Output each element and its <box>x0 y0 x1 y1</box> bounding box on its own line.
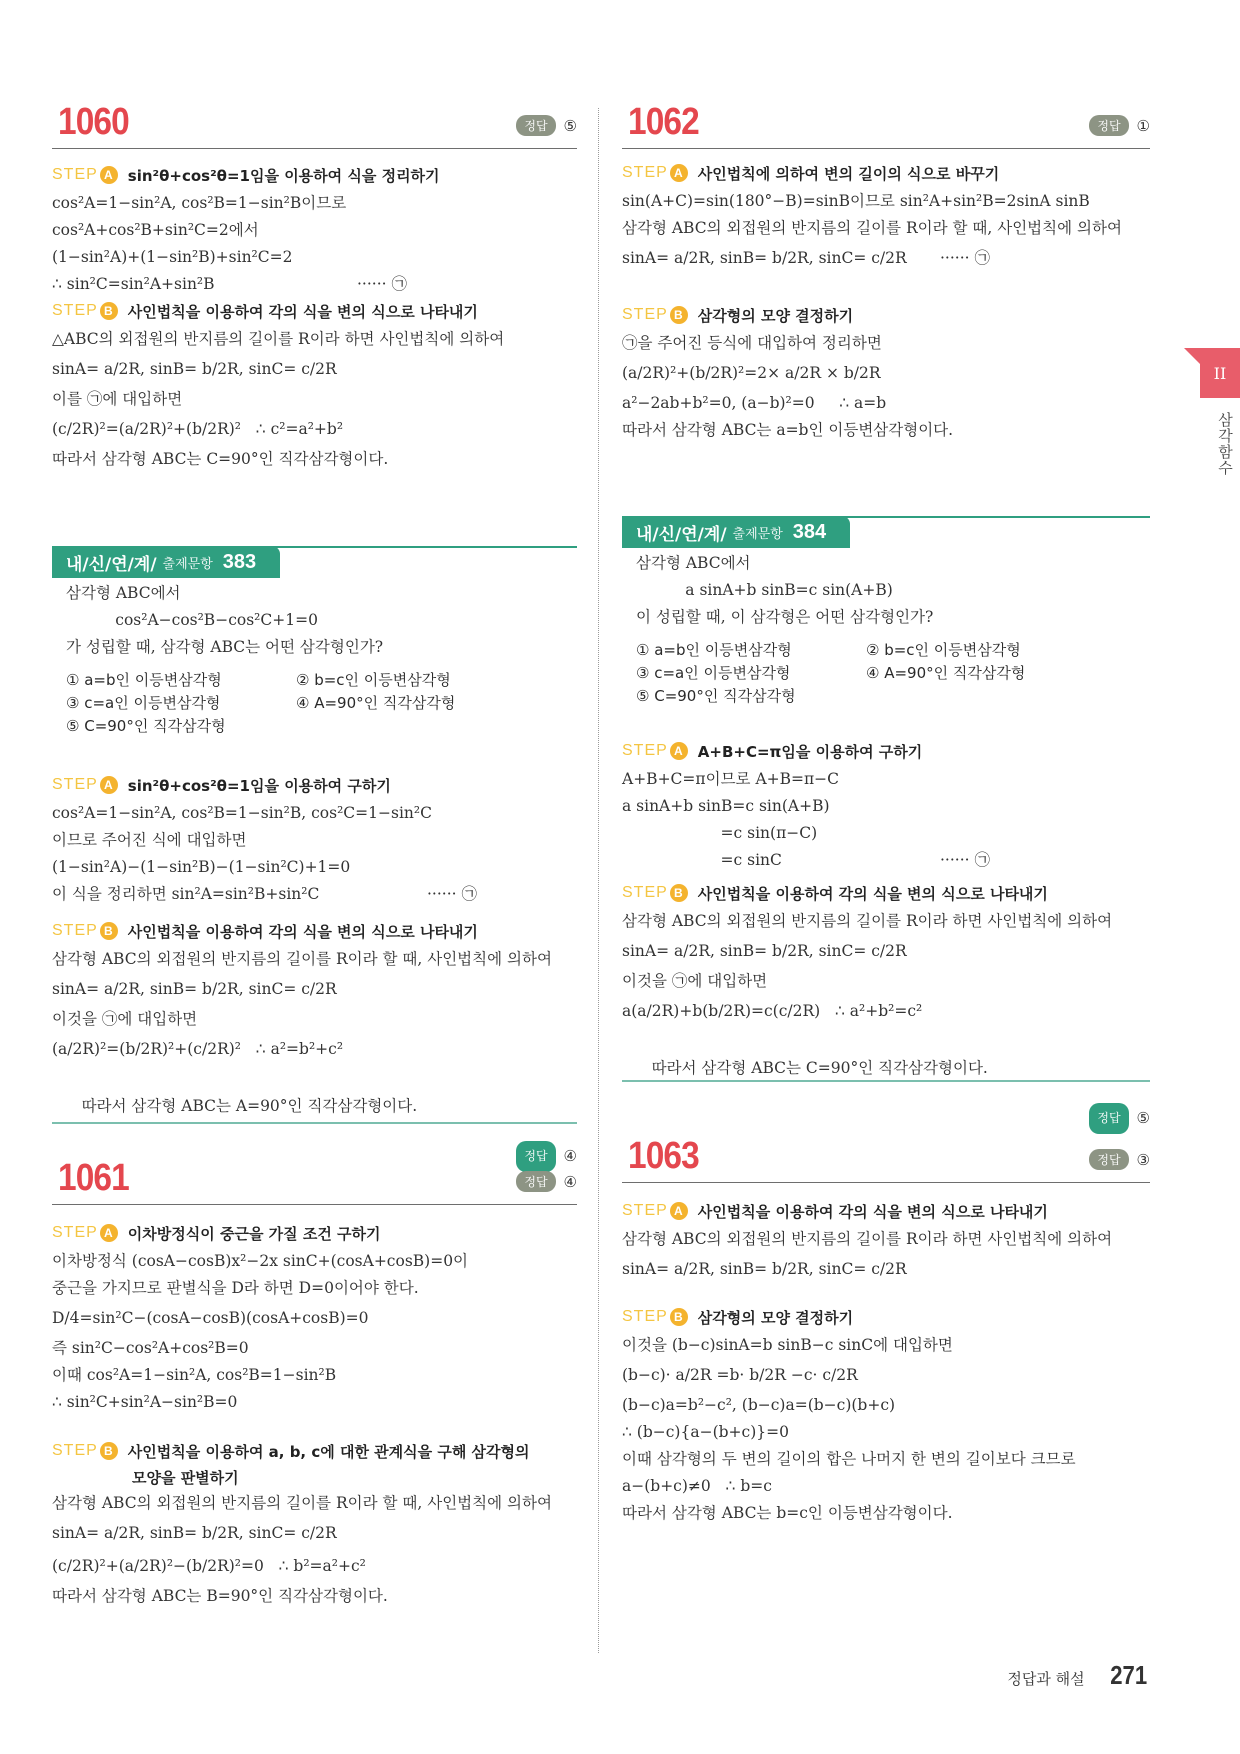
solution-line: =c sin(π−C) <box>622 824 818 842</box>
answer-badge: 정답 <box>1089 1149 1128 1170</box>
equation-ref: ······ ㉠ <box>940 851 990 869</box>
solution-line: ∴ (b−c){a−(b+c)}=0 <box>622 1423 789 1441</box>
step-a-1060 <box>52 160 577 298</box>
step-a-1062 <box>622 158 1150 275</box>
step-header <box>52 160 577 190</box>
step-header <box>622 1302 1150 1332</box>
step-a-384 <box>622 736 1150 874</box>
step-label: STEP B <box>52 1442 118 1460</box>
solution-line: cos²A=1−sin²A, cos²B=1−sin²B, cos²C=1−sin²C <box>52 804 432 822</box>
solution-line: (b−c)a=b²−c², (b−c)a=(b−c)(b+c) <box>622 1396 896 1414</box>
choice: ⑤ C=90°인 직각삼각형 <box>66 717 226 735</box>
step-label: STEP A <box>52 1224 118 1242</box>
step-title: A+B+C=π임을 이용하여 구하기 <box>697 742 923 761</box>
answer <box>1089 1103 1150 1134</box>
chapter-tab[interactable]: II <box>1200 348 1240 398</box>
solution-line: a²−2ab+b²=0, (a−b)²=0 ∴ a=b <box>622 394 887 412</box>
step-b-circle-icon: B <box>100 922 118 940</box>
step-a-circle-icon: A <box>670 164 688 182</box>
solution-line: 삼각형 ABC의 외접원의 반지름의 길이를 R이라 하면 사인법칙에 의하여 <box>622 1230 1113 1248</box>
question-line: 삼각형 ABC에서 <box>66 584 181 602</box>
step-title: sin²θ+cos²θ=1임을 이용하여 식을 정리하기 <box>127 166 440 185</box>
page-number: 271 <box>1109 1660 1147 1690</box>
step-title: 삼각형의 모양 결정하기 <box>697 1308 854 1327</box>
naesin-header <box>52 546 577 580</box>
equation-ref: ······ ㉠ <box>940 249 990 267</box>
solution-line: sinA= a/2R, sinB= b/2R, sinC= c/2R <box>622 942 907 960</box>
step-label: STEP B <box>52 922 118 940</box>
answer-badge: 정답 <box>516 1171 555 1192</box>
step-b-circle-icon: B <box>670 306 688 324</box>
step-label: STEP A <box>622 164 688 182</box>
answer-badge: 정답 <box>1089 115 1128 136</box>
solution-line: a sinA+b sinB=c sin(A+B) <box>622 797 830 815</box>
answer-value: ① <box>1136 116 1150 135</box>
step-title: 사인법칙을 이용하여 a, b, c에 대한 관계식을 구해 삼각형의 <box>127 1442 530 1461</box>
solution-line: 이를 ㉠에 대입하면 <box>52 390 183 408</box>
solution-line: a(a/2R)+b(b/2R)=c(c/2R) ∴ a²+b²=c² <box>622 1002 923 1020</box>
solution-line: (1−sin²A)+(1−sin²B)+sin²C=2 <box>52 248 293 266</box>
choices <box>622 639 1150 708</box>
solution-line: 이때 삼각형의 두 변의 길이의 합은 나머지 한 변의 길이보다 크므로 <box>622 1450 1076 1468</box>
solution-line: cos²A=1−sin²A, cos²B=1−sin²B이므로 <box>52 194 347 212</box>
step-title: 사인법칙을 이용하여 각의 식을 변의 식으로 나타내기 <box>697 884 1048 903</box>
solution-line: (c/2R)²=(a/2R)²+(b/2R)² ∴ c²=a²+b² <box>52 420 344 438</box>
solution-line: 따라서 삼각형 ABC는 A=90°인 직각삼각형이다. 정답 ④ <box>52 1066 577 1174</box>
solution-line: sinA= a/2R, sinB= b/2R, sinC= c/2R <box>52 360 337 378</box>
step-a-1063 <box>622 1196 1150 1286</box>
problem-number: 1063 <box>628 1135 699 1177</box>
footer-label: 정답과 해설 <box>1007 1670 1085 1688</box>
step-label: STEP A <box>622 1202 688 1220</box>
answer-badge: 정답 <box>1089 1103 1128 1134</box>
step-b-1061 <box>52 1436 577 1610</box>
solution-line: 삼각형 ABC의 외접원의 반지름의 길이를 R이라 할 때, 사인법칙에 의하여 <box>52 950 552 968</box>
page-footer <box>1007 1660 1150 1691</box>
step-header <box>622 736 1150 766</box>
problem-number: 1061 <box>58 1157 129 1199</box>
solution-line: 이것을 ㉠에 대입하면 <box>622 972 768 990</box>
choice: ② b=c인 이등변삼각형 <box>296 671 451 689</box>
problem-number: 1062 <box>628 101 699 143</box>
question-line: 삼각형 ABC에서 <box>636 554 751 572</box>
step-header <box>52 770 577 800</box>
step-label: STEP B <box>622 1308 688 1326</box>
choice: ② b=c인 이등변삼각형 <box>866 641 1021 659</box>
solution-line: 따라서 삼각형 ABC는 a=b인 이등변삼각형이다. <box>622 421 954 439</box>
solution-line: D/4=sin²C−(cosA−cosB)(cosA+cosB)=0 <box>52 1309 369 1327</box>
step-b-circle-icon: B <box>100 1442 118 1460</box>
question-line: 가 성립할 때, 삼각형 ABC는 어떤 삼각형인가? <box>66 638 384 656</box>
step-a-circle-icon: A <box>670 1202 688 1220</box>
step-label: STEP B <box>622 306 688 324</box>
problem-header-1061 <box>52 1154 577 1205</box>
solution-line: sinA= a/2R, sinB= b/2R, sinC= c/2R ······ ㉠ <box>622 242 1150 275</box>
solution-line: (a/2R)²=(b/2R)²+(c/2R)² ∴ a²=b²+c² <box>52 1040 344 1058</box>
solution-line: ㉠을 주어진 등식에 대입하여 정리하면 <box>622 334 882 352</box>
solution-line: a−(b+c)≠0 ∴ b=c <box>622 1477 772 1495</box>
solution-line: cos²A+cos²B+sin²C=2에서 <box>52 221 259 239</box>
step-label: STEP B <box>622 884 688 902</box>
answer-value: ④ <box>563 1172 577 1191</box>
equation-ref: ······ ㉠ <box>357 275 407 293</box>
solution-line: 삼각형 ABC의 외접원의 반지름의 길이를 R이라 할 때, 사인법칙에 의하여 <box>52 1494 552 1512</box>
solution-line: ∴ sin²C=sin²A+sin²B ······ ㉠ <box>52 271 577 298</box>
solution-line: 삼각형 ABC의 외접원의 반지름의 길이를 R이라 하면 사인법칙에 의하여 <box>622 912 1113 930</box>
answer <box>516 1171 577 1192</box>
solution-line: ∴ sin²C+sin²A−sin²B=0 <box>52 1393 238 1411</box>
chapter-label: 삼각함수 <box>1216 412 1234 476</box>
solution-line: sin(A+C)=sin(180°−B)=sinB이므로 sin²A+sin²B=2sinA sinB <box>622 192 1090 210</box>
solution-line: sinA= a/2R, sinB= b/2R, sinC= c/2R <box>52 1524 337 1542</box>
choice: ④ A=90°인 직각삼각형 <box>296 694 456 712</box>
solution-line: (1−sin²A)−(1−sin²B)−(1−sin²C)+1=0 <box>52 858 351 876</box>
solution-line: 즉 sin²C−cos²A+cos²B=0 <box>52 1339 249 1357</box>
step-label: STEP A <box>52 776 118 794</box>
solution-line: 이므로 주어진 식에 대입하면 <box>52 831 247 849</box>
solution-line: 따라서 삼각형 ABC는 C=90°인 직각삼각형이다. 정답 ⑤ <box>622 1028 1150 1136</box>
step-header <box>52 1218 577 1248</box>
choice: ① a=b인 이등변삼각형 <box>66 671 222 689</box>
answer <box>1089 115 1150 136</box>
solution-line: sinA= a/2R, sinB= b/2R, sinC= c/2R <box>622 1260 907 1278</box>
step-header <box>622 878 1150 908</box>
solution-line: 이것을 (b−c)sinA=b sinB−c sinC에 대입하면 <box>622 1336 953 1354</box>
step-a-circle-icon: A <box>100 776 118 794</box>
choice: ③ c=a인 이등변삼각형 <box>636 664 791 682</box>
question-line: a sinA+b sinB=c sin(A+B) <box>636 581 893 599</box>
solution-line: 이 식을 정리하면 sin²A=sin²B+sin²C ······ ㉠ <box>52 881 577 908</box>
step-b-circle-icon: B <box>100 302 118 320</box>
problem-header-1060 <box>52 98 577 149</box>
step-header <box>622 300 1150 330</box>
naesin-number: 384 <box>792 520 827 543</box>
step-header <box>52 1436 577 1466</box>
solution-line: =c sinC ······ ㉠ <box>622 847 1150 874</box>
solution-line: (a/2R)²+(b/2R)²=2× a/2R × b/2R <box>622 364 881 382</box>
choices <box>52 669 577 738</box>
problem-header-1062 <box>622 98 1150 149</box>
step-title: 사인법칙을 이용하여 각의 식을 변의 식으로 나타내기 <box>127 302 478 321</box>
step-label: STEP A <box>52 166 118 184</box>
step-header <box>622 158 1150 188</box>
solution-line: 따라서 삼각형 ABC는 B=90°인 직각삼각형이다. <box>52 1587 388 1605</box>
solution-line: 이것을 ㉠에 대입하면 <box>52 1010 198 1028</box>
step-b-circle-icon: B <box>670 1308 688 1326</box>
step-title: sin²θ+cos²θ=1임을 이용하여 구하기 <box>127 776 391 795</box>
step-a-383 <box>52 770 577 908</box>
step-b-1062 <box>622 300 1150 444</box>
step-label: STEP A <box>622 742 688 760</box>
problem-number: 1060 <box>58 101 129 143</box>
step-b-circle-icon: B <box>670 884 688 902</box>
answer-value: ⑤ <box>563 116 577 135</box>
step-title: 삼각형의 모양 결정하기 <box>697 306 854 325</box>
answer-value: ⑤ <box>1136 1109 1150 1127</box>
step-a-circle-icon: A <box>670 742 688 760</box>
step-a-1061 <box>52 1218 577 1416</box>
step-title-cont: 모양을 판별하기 <box>132 1469 239 1487</box>
step-title: 사인법칙에 의하여 변의 길이의 식으로 바꾸기 <box>697 164 1000 183</box>
section-rule <box>622 1080 1150 1082</box>
answer-badge: 정답 <box>516 115 555 136</box>
answer-badge: 정답 <box>516 1141 555 1172</box>
solution-line: 이때 cos²A=1−sin²A, cos²B=1−sin²B <box>52 1366 337 1384</box>
problem-header-1063 <box>622 1132 1150 1183</box>
section-rule <box>52 1122 577 1124</box>
step-title: 이차방정식이 중근을 가질 조건 구하기 <box>127 1224 381 1243</box>
naesin-number: 383 <box>222 550 257 573</box>
step-b-383 <box>52 916 577 1174</box>
step-title: 사인법칙을 이용하여 각의 식을 변의 식으로 나타내기 <box>697 1202 1048 1221</box>
solution-line: (c/2R)²+(a/2R)²−(b/2R)²=0 ∴ b²=a²+c² <box>52 1557 366 1575</box>
question-line: 이 성립할 때, 이 삼각형은 어떤 삼각형인가? <box>636 608 934 626</box>
choice: ③ c=a인 이등변삼각형 <box>66 694 221 712</box>
step-a-circle-icon: A <box>100 166 118 184</box>
naesin-tag: 내/신/연/계/ 출제문항 383 <box>52 546 280 578</box>
solution-line: sinA= a/2R, sinB= b/2R, sinC= c/2R <box>52 980 337 998</box>
column-divider <box>598 108 599 1653</box>
solution-line: A+B+C=π이므로 A+B=π−C <box>622 770 840 788</box>
step-label: STEP B <box>52 302 118 320</box>
solution-line: (b−c)· a/2R =b· b/2R −c· c/2R <box>622 1366 858 1384</box>
solution-line: △ABC의 외접원의 반지름의 길이를 R이라 하면 사인법칙에 의하여 <box>52 330 505 348</box>
answer <box>516 115 577 136</box>
step-title: 사인법칙을 이용하여 각의 식을 변의 식으로 나타내기 <box>127 922 478 941</box>
step-header <box>52 296 577 326</box>
naesin-box-384 <box>622 516 1150 708</box>
step-header <box>52 916 577 946</box>
solution-line: 따라서 삼각형 ABC는 C=90°인 직각삼각형이다. <box>52 450 389 468</box>
answer-value: ④ <box>563 1147 577 1165</box>
naesin-tag: 내/신/연/계/ 출제문항 384 <box>622 516 850 548</box>
solution-line: 이차방정식 (cosA−cosB)x²−2x sinC+(cosA+cosB)=0이 <box>52 1252 469 1270</box>
answer-value: ③ <box>1136 1150 1150 1169</box>
solution-line: 따라서 삼각형 ABC는 b=c인 이등변삼각형이다. <box>622 1504 953 1522</box>
step-b-1060 <box>52 296 577 473</box>
step-b-384 <box>622 878 1150 1136</box>
choice: ④ A=90°인 직각삼각형 <box>866 664 1026 682</box>
answer <box>1089 1149 1150 1170</box>
naesin-header <box>622 516 1150 550</box>
naesin-box-383 <box>52 546 577 738</box>
step-b-1063 <box>622 1302 1150 1527</box>
choice: ① a=b인 이등변삼각형 <box>636 641 792 659</box>
choice: ⑤ C=90°인 직각삼각형 <box>636 687 796 705</box>
question-line: cos²A−cos²B−cos²C+1=0 <box>66 611 318 629</box>
solution-line: 중근을 가지므로 판별식을 D라 하면 D=0이어야 한다. <box>52 1279 419 1297</box>
solution-line: 삼각형 ABC의 외접원의 반지름의 길이를 R이라 할 때, 사인법칙에 의하여 <box>622 219 1122 237</box>
step-a-circle-icon: A <box>100 1224 118 1242</box>
step-header <box>622 1196 1150 1226</box>
equation-ref: ······ ㉠ <box>427 885 477 903</box>
